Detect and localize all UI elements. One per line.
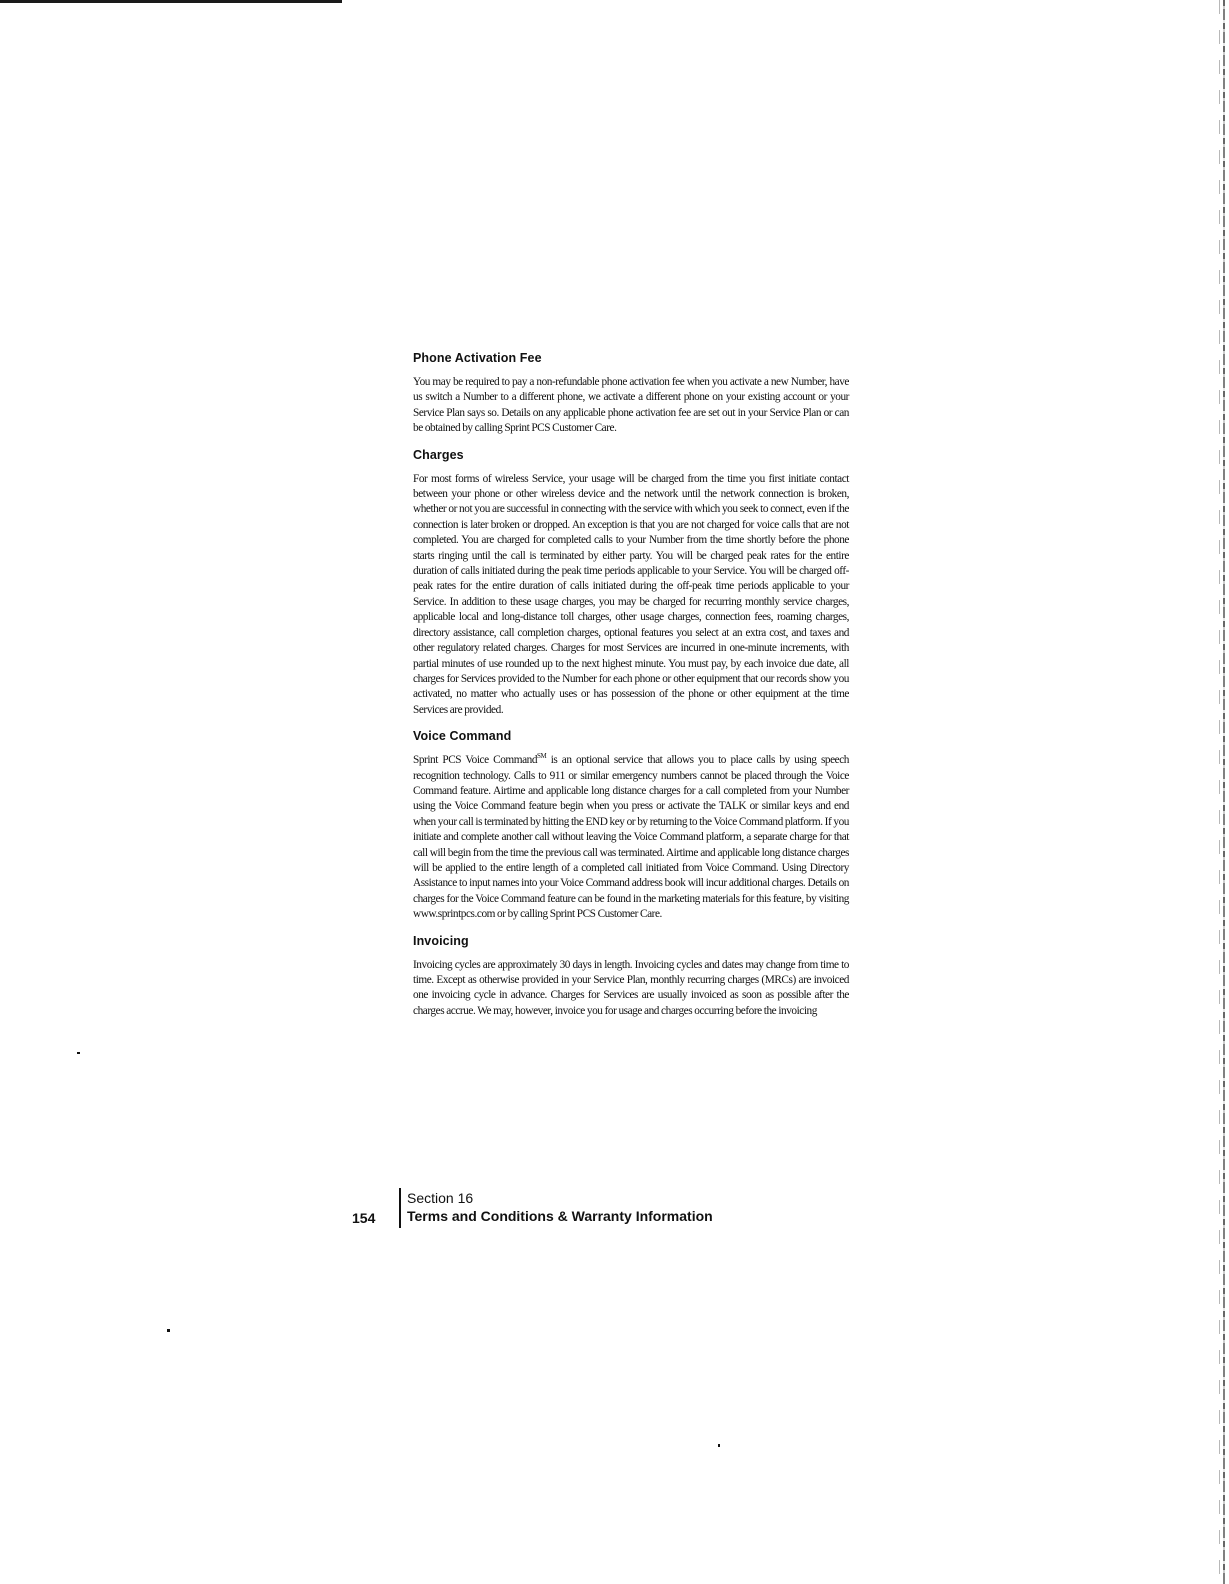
section-paragraph: You may be required to pay a non-refundable phone activation fee when you activate a new Number, have us switch a Number to a different phone, we activate a different phone on your existing account or your Service Plan says so. Details on any applicable phone activation fee are set out in your Service Plan or can be obtained by calling Sprint PCS Customer Care. bbox=[413, 376, 849, 435]
scan-speck bbox=[167, 1329, 170, 1332]
scan-right-edge-shadow-inner bbox=[1219, 0, 1220, 1584]
section-heading: Phone Activation Fee bbox=[413, 351, 542, 365]
document-body bbox=[413, 350, 849, 1029]
service-mark: SM bbox=[537, 752, 547, 761]
section-heading: Invoicing bbox=[413, 933, 469, 948]
paragraph-text: is an optional service that allows you to place calls by using speech recognition technology. Calls to 911 or similar emergency numbers cannot be placed through the Voice Command feature. Airtime and applicable long distance charges for a call completed from your Number using the Voice Command feature begin when you press or activate the TALK or similar keys and end when your call is terminated by hitting the END key or by returning to the Voice Command platform. If you initiate and complete another call without leaving the Voice Command platform, a separate charge for that call will begin from the time the previous call was terminated. Airtime and applicable long distance charges will be applied to the entire length of a completed call initiated from Voice Command. Using Directory Assistance to input names into your Voice Command address book will incur additional charges. Details on charges for the Voice Command feature can be found in the marketing materials for this feature, by visiting www.sprintpcs.com or by calling Sprint PCS Customer Care. bbox=[413, 754, 849, 921]
service-name: Sprint PCS Voice Command bbox=[413, 754, 538, 767]
page-footer bbox=[352, 1184, 852, 1234]
scan-speck bbox=[77, 1052, 80, 1054]
footer-divider bbox=[399, 1188, 401, 1228]
scan-speck bbox=[718, 1444, 720, 1447]
scan-right-edge-shadow bbox=[1223, 0, 1225, 1584]
footer-section-title: Terms and Conditions & Warranty Information bbox=[407, 1208, 713, 1224]
scan-top-edge-line bbox=[0, 0, 342, 3]
section-heading: Charges bbox=[413, 447, 464, 462]
section-paragraph: Invoicing cycles are approximately 30 days in length. Invoicing cycles and dates may change from time to time. Except as otherwise provided in your Service Plan, monthly recurring charges (MRCs) are invoiced one invoicing cycle in advance. Charges for Services are usually invoiced as soon as possible after the charges accrue. We may, however, invoice you for usage and charges occurring before the invoicing bbox=[413, 958, 849, 1017]
footer-section-label: Section 16 bbox=[407, 1190, 474, 1206]
section-paragraph bbox=[413, 753, 849, 922]
page-number: 154 bbox=[352, 1210, 376, 1226]
section-paragraph: For most forms of wireless Service, your usage will be charged from the time you first initiate contact between your phone or other wireless device and the network until the network connection is broken, whether or not you are successful in connecting with the service with which you seek to connect, even if the connection is later broken or dropped. An exception is that you are not charged for voice calls that are not completed. You are charged for completed calls to your Number from the time shortly before the phone starts ringing until the call is terminated by either party. You will be charged peak rates for the entire duration of calls initiated during the peak time periods applicable to your Service. You will be charged off-peak rates for the entire duration of calls initiated during the off-peak time periods applicable to your Service. In addition to these usage charges, you may be charged for recurring monthly service charges, applicable local and long-distance toll charges, other usage charges, connection fees, roaming charges, directory assistance, call completion charges, optional features you select at an extra cost, and taxes and other regulatory related charges. Charges for most Services are incurred in one-minute increments, with partial minutes of use rounded up to the next highest minute. You must pay, by each invoice due date, all charges for Services provided to the Number for each phone or other equipment that our records show you activated, no matter who actually uses or has possession of the phone or other equipment at the time Services are provided. bbox=[413, 472, 849, 716]
section-heading: Voice Command bbox=[413, 729, 512, 744]
